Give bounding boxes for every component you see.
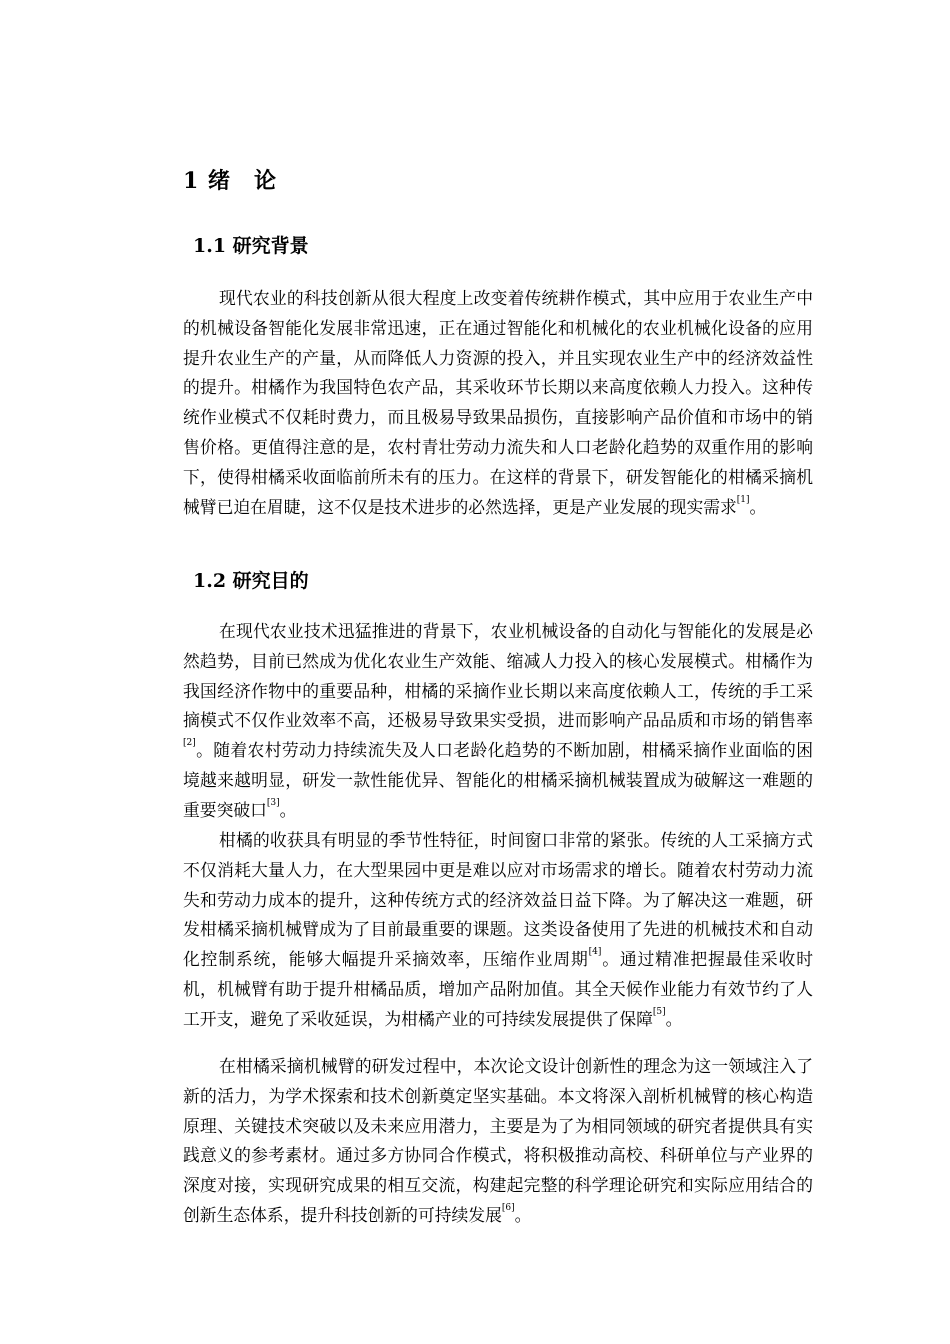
paragraph-purpose-2 bbox=[183, 826, 813, 1035]
citation-ref: [5] bbox=[652, 1006, 666, 1017]
citation-ref: [2] bbox=[183, 738, 196, 749]
paragraph-purpose-1 bbox=[183, 617, 813, 826]
paragraph-text: 。随着农村劳动力持续流失及人口老龄化趋势的不断加剧，柑橘采摘作业面临的困境越来越明显，研发一款性能优异、智能化的柑橘采摘机械装置成为破解这一难题的重要突破口 bbox=[183, 740, 813, 820]
paragraph-background bbox=[183, 284, 813, 522]
paragraph-tail: 。 bbox=[279, 799, 297, 820]
chapter-title: 1 绪 论 bbox=[183, 168, 277, 194]
citation-ref: [6] bbox=[501, 1202, 515, 1213]
section-title-background: 1.1 研究背景 bbox=[193, 235, 309, 257]
paragraph-text: 。通过精准把握最佳采收时机，机械臂有助于提升柑橘品质，增加产品附加值。其全天候作业能力有效节约了人工开支，避免了采收延误，为柑橘产业的可持续发展提供了保障 bbox=[183, 949, 813, 1029]
paragraph-text: 现代农业的科技创新从很大程度上改变着传统耕作模式，其中应用于农业生产中的机械设备智能化发展非常迅速，正在通过智能化和机械化的农业机械化设备的应用提升农业生产的产量，从而降低人力资源的投入，并且实现农业生产中的经济效益性的提升。柑橘作为我国特色农产品，其采收环节长期以来高度依赖人力投入。这种传统作业模式不仅耗时费力，而且极易导致果品损伤，直接影响产品价值和市场中的销售价格。更值得注意的是，农村青壮劳动力流失和人口老龄化趋势的双重作用的影响下，使得柑橘采收面临前所未有的压力。在这样的背景下，研发智能化的柑橘采摘机械臂已迫在眉睫，这不仅是技术进步的必然选择，更是产业发展的现实需求 bbox=[183, 288, 813, 517]
paragraph-purpose-3 bbox=[183, 1052, 813, 1231]
paragraph-tail: 。 bbox=[665, 1008, 683, 1029]
paragraph-text: 在柑橘采摘机械臂的研发过程中，本次论文设计创新性的理念为这一领域注入了新的活力，为学术探索和技术创新奠定坚实基础。本文将深入剖析机械臂的核心构造原理、关键技术突破以及未来应用潜力，主要是为了为相同领域的研究者提供具有实践意义的参考素材。通过多方协同合作模式，将积极推动高校、科研单位与产业界的深度对接，实现研究成果的相互交流，构建起完整的科学理论研究和实际应用结合的创新生态体系，提升科技创新的可持续发展 bbox=[183, 1056, 813, 1225]
section-title-purpose: 1.2 研究目的 bbox=[193, 570, 309, 592]
paragraph-tail: 。 bbox=[749, 496, 767, 517]
citation-ref: [4] bbox=[588, 947, 602, 958]
paragraph-tail: 。 bbox=[514, 1204, 532, 1225]
citation-ref: [1] bbox=[736, 494, 750, 505]
paragraph-text: 柑橘的收获具有明显的季节性特征，时间窗口非常的紧张。传统的人工采摘方式不仅消耗大量人力，在大型果园中更是难以应对市场需求的增长。随着农村劳动力流失和劳动力成本的提升，这种传统方式的经济效益日益下降。为了解决这一难题，研发柑橘采摘机械臂成为了目前最重要的课题。这类设备使用了先进的机械技术和自动化控制系统，能够大幅提升采摘效率，压缩作业周期 bbox=[183, 830, 813, 970]
paragraph-text: 在现代农业技术迅猛推进的背景下，农业机械设备的自动化与智能化的发展是必然趋势，目前已然成为优化农业生产效能、缩减人力投入的核心发展模式。柑橘作为我国经济作物中的重要品种，柑橘的采摘作业长期以来高度依赖人工，传统的手工采摘模式不仅作业效率不高，还极易导致果实受损，进而影响产品品质和市场的销售率 bbox=[183, 621, 813, 731]
citation-ref: [3] bbox=[266, 797, 280, 808]
